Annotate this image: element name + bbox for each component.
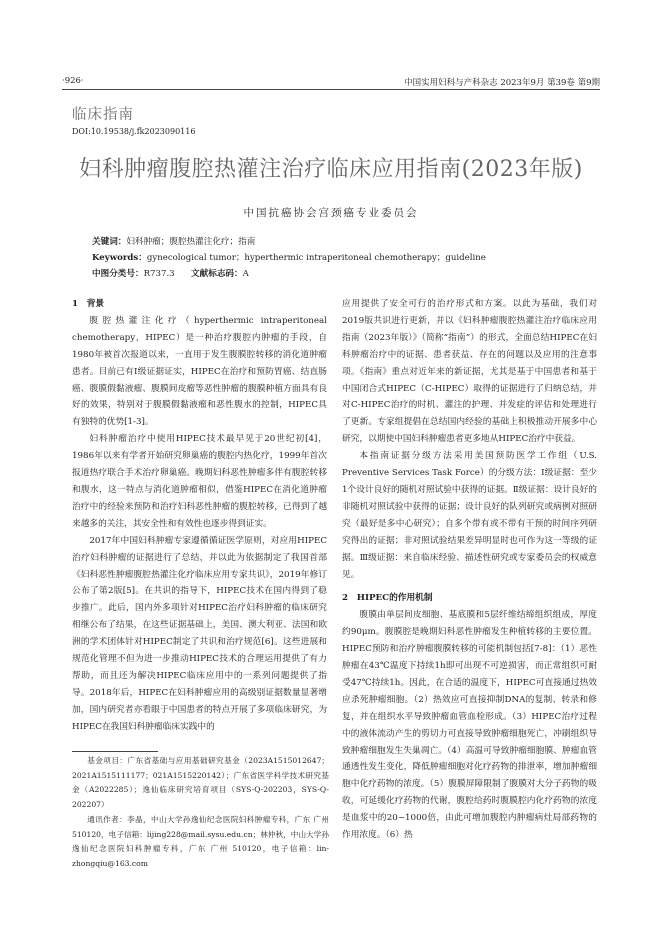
body-paragraph: 本指南证据分级方法采用美国预防医学工作组（U.S. Preventive Services Task Force）的分级方法：Ⅰ级证据：至少1个设计良好的随机对照试验中获得的证据。Ⅱ级证据：设计良好的非随机对照试验中获得的证据；设计良好的队列研究或病例对照研究（最好是多中心研究）；自多个带有或不带有干预的时间序列研究得出的证据；非对照试验结果差异明显时也可作为这一等级的证据。Ⅲ级证据：来自临床经验、描述性研究或专家委员会的权威意见。 [342,451,597,580]
left-column [72,296,327,736]
keywords-en-label: Keywords： [92,253,147,263]
section-name: 临床指南 [72,107,134,123]
right-column [342,296,597,844]
body-paragraph: 2017年中国妇科肿瘤专家遵循循证医学原则，对应用HIPEC治疗妇科肿瘤的证据进行了总结，并以此为依据制定了我国首部《妇科恶性肿瘤腹腔热灌注化疗临床应用专家共识》，2019年修订公布了第2版[5]。在共识的指导下，HIPEC技术在国内得到了稳步推广。此后，国内外多项针对HIPEC治疗妇科肿瘤的临床研究相继公布了结果，在这些证据基础上，美国、澳大利亚、法国和欧洲的学术团体针对HIPEC制定了共识和治疗规范[6]。这些进展和规范化管理不但为进一步推动HIPEC技术的合理运用提供了有力帮助，而且还为解决HIPEC临床应用中的一系列问题提供了指导。2018年后，HIPEC在妇科肿瘤应用的高级别证据数量显著增加，国内研究者亦看眼于中国患者的特点开展了多项临床研究，为HIPEC在我国妇科肿瘤临床实践中的 [72,535,327,732]
footnotes [72,754,329,872]
header-rule [62,89,600,90]
doc-code-label: 文献标志码： [191,269,243,279]
body-paragraph: 妇科肿瘤治疗中使用HIPEC技术最早见于20世纪初[4]，1986年以来有学者开始研究卵巢癌的腹腔内热化疗，1999年首次报道热疗联合手术治疗卵巢癌。晚期妇科恶性肿瘤多伴有腹腔转移和腹水，这一特点与消化道肿瘤相似，借鉴HIPEC在消化道肿瘤治疗中的经验来预防和治疗妇科恶性肿瘤的腹腔转移，已得到了越来越多的关注，其安全性和有效性也逐步得到证实。 [72,434,327,529]
keywords-en-text: gynecological tumor；hyperthermic intraperitoneal chemotherapy；guideline [146,253,486,263]
body-paragraph: 腹膜由单层间皮细胞、基底膜和5层纤维结缔组织组成，厚度约90μm。腹膜腔是晚期妇科恶性肿瘤发生种植转移的主要位置。HIPEC预防和治疗肿瘤腹膜转移的可能机制包括[7-8]：（1）恶性肿瘤在43℃温度下持续1h即可出现不可逆损害，而正常组织可耐受47℃持续1h。因此，在合适的温度下，HIPEC可直接通过热效应杀死肿瘤细胞。（2）热效应可直接抑制DNA的复制、转录和修复，并在组织水平导致肿瘤血管血栓形成。（3）HIPEC治疗过程中的液体流动产生的剪切力可直接导致肿瘤细胞死亡，冲刷组织导致肿瘤细胞发生失巢凋亡。（4）高温可导致肿瘤细胞膜、肿瘤血管通透性发生变化，降低肿瘤细胞对化疗药物的排泄率，增加肿瘤细胞中化疗药物的浓度。（5）腹膜屏障限制了腹膜对大分子药物的吸收，可延缓化疗药物的代谢，腹腔给药时腹膜腔内化疗药物的浓度是血浆中的20~1000倍，由此可增加腹腔内肿瘤病灶局部药物的作用浓度。（6）热 [342,610,597,841]
author-organization: 中国抗癌协会宫颈癌专业委员会 [243,207,419,219]
classification [92,267,249,281]
body-paragraph: 腹腔热灌注化疗（hyperthermic intraperitoneal chemotherapy，HIPEC）是一种治疗腹腔内肿瘤的手段，自1980年被首次报道以来，一直用于发生腹膜腔转移的消化道肿瘤患者。目前已有Ⅰ级证据证实，HIPEC在治疗和预防胃癌、结直肠癌、腹膜假黏液瘤、腹膜间皮瘤等恶性肿瘤的腹膜种植方面具有良好的效果，特别对于腹膜假黏液瘤和恶性腹水的控制，HIPEC具有独特的优势[1-3]。 [72,315,327,428]
keywords-cn-text: 妇科肿瘤；腹腔热灌注化疗；指南 [126,237,256,247]
keywords-cn [92,235,255,249]
doi: DOI:10.19538/j.fk2023090116 [72,127,196,136]
clc-label: 中图分类号： [92,269,144,279]
doc-code-value: A [242,269,249,279]
section-heading-background: 1 背景 [72,299,105,309]
corresponding-author-note: 通讯作者：李晶，中山大学孙逸仙纪念医院妇科肿瘤专科，广东 广州 510120，电子信箱：lijing228@mail.sysu.edu.cn；林仲秋，中山大学孙逸仙纪念医院妇科肿瘤专科，广东 广州 510120，电子信箱：lin-zhongqiu@163.com [72,814,329,868]
footnote-rule [72,751,158,752]
keywords-en [92,251,486,265]
article-title: 妇科肿瘤腹腔热灌注治疗临床应用指南(2023年版) [79,157,583,182]
page-number: ·926· [62,76,84,86]
clc-value: R737.3 [143,269,175,279]
funding-note: 基金项目：广东省基础与应用基础研究基金（2023A1515012647；2021A1515111177；021A1515220142）；广东省医学科学技术研究基金（A2022285）；逸仙临床研究培育项目（SYS-Q-202203，SYS-Q-202207） [72,756,329,810]
body-paragraph: 应用提供了安全可行的治疗形式和方案。以此为基础，我们对2019版共识进行更新，并以《妇科肿瘤腹腔热灌注治疗临床应用指南（2023年版）》（简称“指南”）的形式，全面总结HIPEC在妇科肿瘤治疗中的证据、患者获益、存在的问题以及应用的注意事项。《指南》重点对近年来的新证据，尤其是基于中国患者和基于中国闭合式HIPEC（C-HIPEC）取得的证据进行了归纳总结，并对C-HIPEC治疗的时机、灌注的护理、并发症的评估和处理进行了更新。专家组提倡在总结国内经验的基础上积极推动开展多中心研究，以期使中国妇科肿瘤患者更多地从HIPEC治疗中获益。 [342,299,597,445]
keywords-cn-label: 关键词： [92,237,127,247]
section-heading-mechanism: 2 HIPEC的作用机制 [342,593,433,604]
journal-header: 中国实用妇科与产科杂志 2023年9月 第39卷 第9期 [404,78,600,88]
